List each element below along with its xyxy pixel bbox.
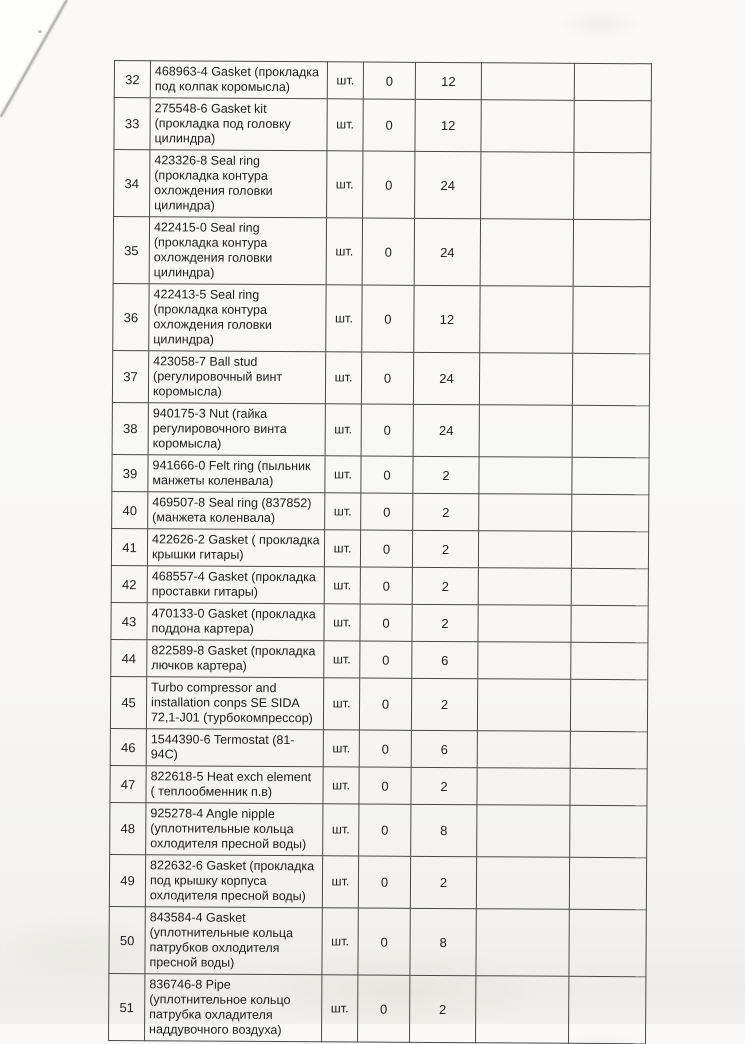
parts-table-body	[109, 61, 652, 1044]
blank-cell-1	[479, 353, 572, 406]
row-number-cell: 38	[112, 402, 148, 454]
part-description-cell: 843584-4 Gasket (уплотнительные кольца патрубков охлодителя пресной воды)	[145, 907, 322, 975]
part-description-cell: 925278-4 Angle nipple (уплотнительные кольца охлодителя пресной воды)	[146, 803, 323, 856]
part-description-cell: 422413-5 Seal ring (прокладка контура охлождения головки цилиндра)	[149, 284, 326, 352]
table-row	[110, 765, 647, 805]
part-description-cell: 422415-0 Seal ring (прокладка контура охлождения головки цилиндра)	[149, 217, 326, 285]
row-number-cell: 50	[109, 906, 145, 973]
qty-a-cell: 0	[362, 218, 414, 285]
scan-speck	[38, 30, 42, 33]
blank-cell-1	[480, 286, 573, 354]
qty-b-cell: 6	[412, 641, 478, 678]
qty-a-cell: 0	[360, 604, 412, 641]
row-number-cell: 43	[111, 602, 147, 639]
table-row	[111, 639, 648, 679]
table-row	[114, 150, 651, 220]
blank-cell-2	[573, 286, 650, 353]
table-row	[110, 802, 647, 857]
blank-cell-1	[481, 63, 574, 101]
unit-cell: шт.	[323, 767, 359, 804]
qty-a-cell: 0	[361, 493, 413, 530]
qty-b-cell: 8	[411, 804, 477, 856]
qty-b-cell: 2	[413, 456, 479, 493]
row-number-cell: 47	[110, 765, 146, 802]
part-description-cell: 940175-3 Nut (гайка регулировочного винта коромысла)	[148, 403, 325, 456]
blank-cell-2	[569, 976, 646, 1043]
qty-b-cell: 2	[412, 567, 478, 604]
blank-cell-2	[571, 605, 648, 642]
qty-b-cell: 2	[413, 493, 479, 530]
table-row	[109, 906, 646, 976]
unit-cell: шт.	[327, 151, 363, 218]
blank-cell-1	[476, 976, 569, 1044]
row-number-cell: 44	[111, 639, 147, 676]
parts-table	[108, 60, 652, 1044]
blank-cell-1	[479, 405, 572, 458]
blank-cell-2	[571, 568, 648, 605]
unit-cell: шт.	[324, 641, 360, 678]
part-description-cell: 423058-7 Ball stud (регулировочный винт коромысла)	[148, 351, 325, 404]
qty-b-cell: 8	[410, 908, 476, 975]
part-description-cell: 836746-8 Pipe (уплотнительное кольцо патрубка охладителя наддувочного воздуха)	[145, 974, 322, 1042]
table-row	[111, 565, 648, 605]
part-description-cell: 275548-6 Gasket kit (прокладка под головку цилиндра)	[150, 98, 327, 151]
blank-cell-1	[481, 152, 574, 220]
qty-b-cell: 6	[411, 730, 477, 767]
unit-cell: шт.	[326, 218, 362, 285]
qty-a-cell: 0	[358, 975, 410, 1042]
blank-cell-2	[569, 909, 646, 976]
blank-cell-1	[479, 494, 572, 532]
qty-b-cell: 12	[414, 285, 480, 352]
row-number-cell: 40	[112, 491, 148, 528]
row-number-cell: 34	[114, 150, 150, 217]
row-number-cell: 33	[114, 98, 150, 150]
blank-cell-2	[570, 805, 647, 857]
unit-cell: шт.	[325, 456, 361, 493]
row-number-cell: 51	[109, 973, 145, 1040]
qty-a-cell: 0	[359, 678, 411, 730]
table-row	[111, 528, 648, 568]
qty-a-cell: 0	[363, 62, 415, 99]
qty-a-cell: 0	[361, 352, 413, 404]
table-row	[113, 217, 650, 287]
blank-cell-1	[481, 100, 574, 153]
blank-cell-1	[477, 731, 570, 769]
blank-cell-1	[478, 605, 571, 643]
blank-cell-2	[574, 63, 651, 100]
page-corner-fold	[0, 0, 70, 120]
part-description-cell: 822618-5 Heat exch element ( теплообменник п.в)	[146, 766, 323, 804]
blank-cell-1	[479, 457, 572, 495]
blank-cell-2	[572, 405, 649, 457]
blank-cell-1	[478, 642, 571, 680]
qty-a-cell: 0	[359, 767, 411, 804]
blank-cell-1	[477, 805, 570, 858]
row-number-cell: 49	[109, 854, 145, 906]
unit-cell: шт.	[323, 730, 359, 767]
row-number-cell: 45	[110, 676, 146, 728]
blank-cell-2	[571, 531, 648, 568]
qty-a-cell: 0	[358, 908, 410, 975]
part-description-cell: 468963-4 Gasket (прокладка под колпак коромысла)	[150, 61, 327, 99]
unit-cell: шт.	[323, 804, 359, 856]
blank-cell-2	[572, 494, 649, 531]
blank-cell-2	[570, 679, 647, 731]
qty-b-cell: 24	[413, 404, 479, 456]
unit-cell: шт.	[327, 99, 363, 151]
table-row	[112, 350, 649, 405]
blank-cell-2	[571, 642, 648, 679]
row-number-cell: 35	[113, 217, 149, 284]
qty-a-cell: 0	[360, 567, 412, 604]
row-number-cell: 48	[110, 802, 146, 854]
blank-cell-2	[574, 152, 651, 219]
qty-a-cell: 0	[359, 804, 411, 856]
table-row	[114, 61, 651, 101]
blank-cell-2	[574, 100, 651, 152]
blank-cell-2	[573, 219, 650, 286]
parts-table-container	[108, 60, 652, 1044]
unit-cell: шт.	[324, 530, 360, 567]
qty-b-cell: 2	[411, 767, 477, 804]
table-row	[112, 454, 649, 494]
qty-b-cell: 24	[413, 352, 479, 404]
blank-cell-1	[480, 219, 573, 287]
unit-cell: шт.	[326, 285, 362, 352]
unit-cell: шт.	[325, 493, 361, 530]
row-number-cell: 36	[113, 283, 149, 350]
row-number-cell: 32	[114, 61, 150, 98]
qty-a-cell: 0	[360, 530, 412, 567]
blank-cell-1	[477, 768, 570, 806]
blank-cell-2	[572, 457, 649, 494]
qty-a-cell: 0	[360, 641, 412, 678]
part-description-cell: 1544390-6 Termostat (81-94C)	[146, 729, 323, 767]
blank-cell-1	[477, 679, 570, 732]
qty-a-cell: 0	[363, 151, 415, 218]
unit-cell: шт.	[322, 975, 358, 1042]
table-row	[109, 854, 646, 909]
part-description-cell: Turbo compressor and installation conps SE SIDA 72,1-J01 (турбокомпрессор)	[146, 677, 323, 730]
blank-cell-1	[478, 568, 571, 606]
qty-b-cell: 12	[415, 99, 481, 151]
part-description-cell: 423326-8 Seal ring (прокладка контура охлождения головки цилиндра)	[150, 150, 327, 218]
unit-cell: шт.	[324, 604, 360, 641]
unit-cell: шт.	[322, 856, 358, 908]
blank-cell-2	[570, 731, 647, 768]
qty-a-cell: 0	[362, 285, 414, 352]
table-row	[111, 602, 648, 642]
part-description-cell: 822589-8 Gasket (прокладка лючков картера)	[147, 640, 324, 678]
row-number-cell: 41	[111, 528, 147, 565]
qty-b-cell: 12	[415, 62, 481, 99]
qty-b-cell: 24	[415, 151, 481, 218]
row-number-cell: 42	[111, 565, 147, 602]
row-number-cell: 39	[112, 454, 148, 491]
table-row	[110, 676, 647, 731]
part-description-cell: 470133-0 Gasket (прокладка поддона картера)	[147, 603, 324, 641]
qty-b-cell: 2	[410, 856, 476, 908]
qty-a-cell: 0	[361, 404, 413, 456]
qty-b-cell: 2	[411, 678, 477, 730]
qty-b-cell: 2	[412, 530, 478, 567]
table-row	[112, 402, 649, 457]
blank-cell-2	[572, 353, 649, 405]
table-row	[110, 728, 647, 768]
blank-cell-2	[570, 768, 647, 805]
table-row	[114, 98, 651, 153]
part-description-cell: 468557-4 Gasket (прокладка проставки гитары)	[147, 566, 324, 604]
qty-a-cell: 0	[358, 856, 410, 908]
unit-cell: шт.	[327, 62, 363, 99]
blank-cell-2	[569, 857, 646, 909]
row-number-cell: 37	[112, 350, 148, 402]
qty-a-cell: 0	[359, 730, 411, 767]
qty-b-cell: 24	[414, 218, 480, 285]
row-number-cell: 46	[110, 728, 146, 765]
qty-a-cell: 0	[361, 456, 413, 493]
unit-cell: шт.	[324, 567, 360, 604]
unit-cell: шт.	[323, 678, 359, 730]
table-row	[113, 283, 650, 353]
qty-b-cell: 2	[412, 604, 478, 641]
blank-cell-1	[478, 531, 571, 569]
table-row	[112, 491, 649, 531]
part-description-cell: 422626-2 Gasket ( прокладка крышки гитары)	[147, 529, 324, 567]
unit-cell: шт.	[322, 908, 358, 975]
blank-cell-1	[476, 857, 569, 910]
table-row	[109, 973, 646, 1043]
unit-cell: шт.	[325, 352, 361, 404]
qty-a-cell: 0	[363, 99, 415, 151]
part-description-cell: 941666-0 Felt ring (пыльник манжеты коленвала)	[148, 455, 325, 493]
part-description-cell: 469507-8 Seal ring (837852) (манжета коленвала)	[148, 492, 325, 530]
blank-cell-1	[476, 909, 569, 977]
qty-b-cell: 2	[410, 975, 476, 1042]
unit-cell: шт.	[325, 404, 361, 456]
part-description-cell: 822632-6 Gasket (прокладка под крышку корпуса охлодителя пресной воды)	[145, 855, 322, 908]
